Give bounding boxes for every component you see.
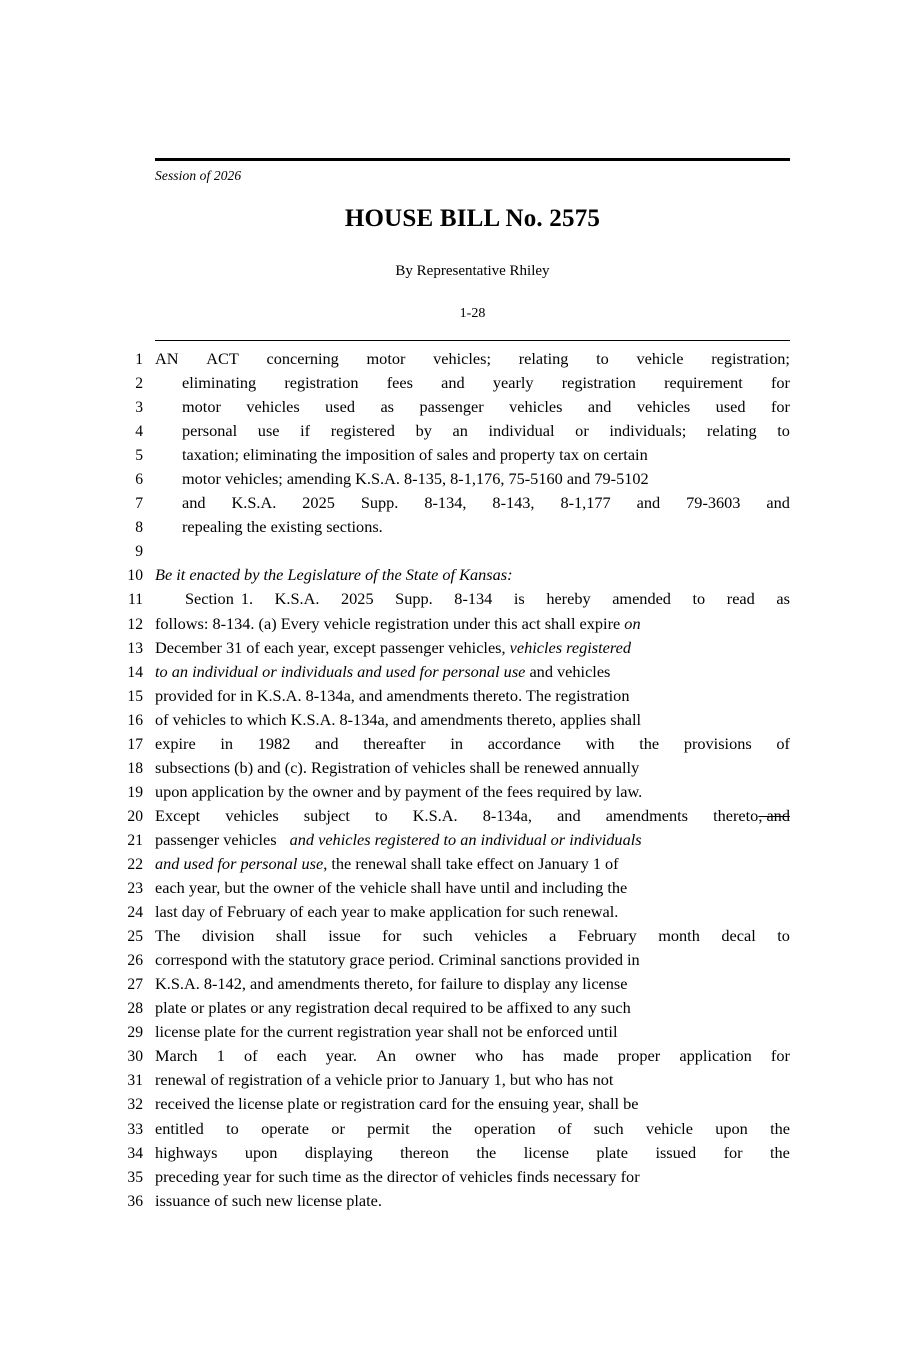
word: highways xyxy=(155,1142,218,1162)
word: The xyxy=(155,926,181,946)
bill-line xyxy=(0,444,900,468)
word: operation xyxy=(474,1118,536,1138)
word: such xyxy=(593,1118,624,1138)
line-number: 31 xyxy=(127,1072,143,1090)
bill-line xyxy=(0,613,900,637)
bill-line xyxy=(0,661,900,685)
text-run: passenger vehicles xyxy=(155,829,277,849)
line-text: last day of February of each year to make application for such renewal. xyxy=(155,902,619,922)
word: vehicles xyxy=(474,926,528,946)
word: owner xyxy=(415,1046,456,1066)
word: made xyxy=(563,1046,599,1066)
line-text: each year, but the owner of the vehicle shall have until and including the xyxy=(155,878,628,898)
bill-line xyxy=(0,997,900,1021)
word: to xyxy=(777,421,790,441)
line-number: 25 xyxy=(127,928,143,946)
line-text xyxy=(155,1045,790,1067)
word: AN xyxy=(155,349,179,368)
bill-line xyxy=(0,925,900,949)
bill-line xyxy=(0,901,900,925)
word: relating xyxy=(706,421,757,441)
word: vehicles xyxy=(225,805,279,825)
word: February xyxy=(577,926,637,946)
line-number: 4 xyxy=(135,423,143,441)
word: subject xyxy=(303,805,350,825)
line-text: correspond with the statutory grace period. Criminal sanctions provided in xyxy=(155,950,640,970)
word: registration xyxy=(561,373,636,393)
bill-line xyxy=(0,1190,900,1214)
word: registration; xyxy=(711,349,790,368)
word: upon xyxy=(244,1142,278,1162)
word: 1 xyxy=(216,1046,225,1066)
word: and xyxy=(441,373,465,393)
bill-line xyxy=(0,853,900,877)
word: shall xyxy=(275,926,307,946)
bill-line xyxy=(0,516,900,540)
line-number: 32 xyxy=(127,1096,143,1114)
bill-line xyxy=(0,540,900,564)
word: proper xyxy=(617,1046,661,1066)
word: or xyxy=(331,1118,345,1138)
text-run: December 31 of each year, except passenger vehicles, xyxy=(155,637,510,657)
word: accordance xyxy=(487,733,561,753)
line-text: K.S.A. 8-142, and amendments thereto, for failure to display any license xyxy=(155,974,628,994)
word: such xyxy=(422,926,453,946)
section-heading xyxy=(155,588,253,610)
word: Except xyxy=(155,805,201,825)
sponsor-label: By Representative Rhiley xyxy=(395,262,550,279)
word: decal xyxy=(721,926,756,946)
word: as xyxy=(380,397,394,417)
word: 1982 xyxy=(257,733,291,753)
bill-line xyxy=(0,1045,900,1069)
word: by xyxy=(415,421,432,441)
word: displaying xyxy=(304,1142,373,1162)
word: registration xyxy=(284,373,359,393)
line-number: 13 xyxy=(127,639,143,657)
word: has xyxy=(522,1046,545,1066)
masthead-top-rule xyxy=(155,158,790,161)
word: relating xyxy=(518,349,569,368)
word: license xyxy=(523,1142,569,1162)
word: March xyxy=(155,1046,198,1066)
text-run: , the renewal shall take effect on January 1 of xyxy=(323,853,619,873)
word: use xyxy=(257,421,280,441)
word: the xyxy=(476,1142,497,1162)
line-number: 10 xyxy=(127,567,143,585)
bill-line xyxy=(0,420,900,444)
word: Section xyxy=(185,589,234,609)
word: issue xyxy=(328,926,361,946)
bill-line xyxy=(0,372,900,396)
session-label: Session of 2026 xyxy=(155,168,242,183)
line-text xyxy=(155,661,790,683)
bill-line xyxy=(0,492,900,516)
line-number: 6 xyxy=(135,471,143,489)
line-number: 11 xyxy=(127,591,143,609)
line-number: 1 xyxy=(135,351,143,368)
word: division xyxy=(201,926,255,946)
line-text: preceding year for such time as the director of vehicles finds necessary for xyxy=(155,1166,640,1186)
line-text xyxy=(155,1118,790,1140)
bill-line xyxy=(0,1021,900,1045)
word: amendments xyxy=(605,805,688,825)
word: in xyxy=(450,733,463,753)
line-text xyxy=(155,925,790,947)
word: 8-1,177 xyxy=(560,493,611,513)
word: to xyxy=(375,805,388,825)
word: is xyxy=(513,589,525,609)
word: year. xyxy=(325,1046,357,1066)
bill-line xyxy=(0,1093,900,1117)
word: concerning xyxy=(266,349,339,368)
word: personal xyxy=(182,421,238,441)
word: K.S.A. xyxy=(231,493,277,513)
bill-line xyxy=(0,588,900,612)
line-text xyxy=(182,492,790,514)
word: each xyxy=(276,1046,307,1066)
line-number: 27 xyxy=(127,976,143,994)
word: for xyxy=(770,397,790,417)
bill-line xyxy=(0,468,900,492)
word: passenger xyxy=(419,397,484,417)
word: a xyxy=(549,926,557,946)
word: motor xyxy=(366,349,406,368)
line-text xyxy=(155,853,790,875)
line-number: 22 xyxy=(127,855,143,873)
inserted-text: to an individual or individuals and used for personal use xyxy=(155,661,526,681)
word: thereafter xyxy=(363,733,426,753)
word: and xyxy=(587,397,612,417)
line-text: provided for in K.S.A. 8-134a, and amendments thereto. The registration xyxy=(155,685,630,705)
word: plate xyxy=(596,1142,628,1162)
line-text xyxy=(182,420,790,442)
line-number: 24 xyxy=(127,904,143,922)
word: individuals; xyxy=(609,421,687,441)
bill-line xyxy=(0,564,900,588)
line-text: repealing the existing sections. xyxy=(182,517,383,537)
line-number: 26 xyxy=(127,952,143,970)
line-number: 18 xyxy=(127,759,143,777)
bill-line xyxy=(0,757,900,781)
line-number: 21 xyxy=(127,831,143,849)
word: yearly xyxy=(492,373,534,393)
line-text xyxy=(155,733,790,755)
line-text xyxy=(155,588,790,610)
line-text xyxy=(182,372,790,394)
word: application xyxy=(679,1046,752,1066)
page-title: HOUSE BILL No. 2575 xyxy=(344,204,601,232)
word: to xyxy=(692,589,706,609)
bill-line xyxy=(0,877,900,901)
word: ACT xyxy=(206,349,239,368)
word: 2025 xyxy=(341,589,374,609)
word: and xyxy=(636,493,661,513)
word: registered xyxy=(330,421,395,441)
line-number: 5 xyxy=(135,447,143,465)
inserted-text: and vehicles registered to an individual or individuals xyxy=(289,829,642,849)
line-number: 3 xyxy=(135,399,143,417)
line-text: taxation; eliminating the imposition of sales and property tax on certain xyxy=(182,445,648,465)
word: and xyxy=(766,493,790,513)
word: An xyxy=(376,1046,397,1066)
word: eliminating xyxy=(182,373,257,393)
word: of xyxy=(244,1046,258,1066)
line-text: license plate for the current registration year shall not be enforced until xyxy=(155,1022,618,1042)
line-number: 35 xyxy=(127,1168,143,1186)
word: and xyxy=(315,733,339,753)
bill-line xyxy=(0,1142,900,1166)
word: vehicles; xyxy=(433,349,491,368)
deleted-text-group xyxy=(713,805,790,827)
word: permit xyxy=(367,1118,410,1138)
inserted-text: vehicles registered xyxy=(509,637,631,657)
word: with xyxy=(585,733,615,753)
deleted-text: , and xyxy=(758,805,790,825)
word: vehicle xyxy=(645,1118,693,1138)
line-text xyxy=(182,396,790,418)
bill-line xyxy=(0,973,900,997)
word: 2025 xyxy=(302,493,335,513)
bill-line xyxy=(0,348,900,372)
word: 8-134 xyxy=(454,589,493,609)
word: individual xyxy=(488,421,555,441)
line-text xyxy=(155,613,790,635)
bill-line xyxy=(0,1166,900,1190)
word: motor xyxy=(182,397,221,417)
word: for xyxy=(770,373,790,393)
line-number: 23 xyxy=(127,880,143,898)
line-text: motor vehicles; amending K.S.A. 8-135, 8-1,176, 75-5160 and 79-5102 xyxy=(182,469,649,489)
line-text: upon application by the owner and by payment of the fees required by law. xyxy=(155,781,643,801)
line-number: 19 xyxy=(127,783,143,801)
line-number: 36 xyxy=(127,1192,143,1210)
bill-line xyxy=(0,709,900,733)
line-number: 34 xyxy=(127,1144,143,1162)
line-text xyxy=(155,637,790,659)
word: thereon xyxy=(400,1142,449,1162)
word: to xyxy=(226,1118,239,1138)
line-number: 9 xyxy=(135,543,143,561)
bill-line xyxy=(0,805,900,829)
word: entitled xyxy=(155,1118,204,1138)
word: hereby xyxy=(546,589,591,609)
line-text: subsections (b) and (c). Registration of vehicles shall be renewed annually xyxy=(155,757,640,777)
word: the xyxy=(770,1118,790,1138)
word: used xyxy=(325,397,355,417)
line-text: received the license plate or registration card for the ensuing year, shall be xyxy=(155,1094,639,1114)
word: operate xyxy=(261,1118,309,1138)
line-number: 29 xyxy=(127,1024,143,1042)
word: 79-3603 xyxy=(686,493,741,513)
line-number: 8 xyxy=(135,519,143,537)
text-run: follows: 8-134. (a) Every vehicle registration under this act shall expire xyxy=(155,613,625,633)
word: 8-134, xyxy=(424,493,467,513)
bill-line xyxy=(0,685,900,709)
word: if xyxy=(300,421,311,441)
bill-line xyxy=(0,733,900,757)
word: 8-134a, xyxy=(482,805,532,825)
line-number: 12 xyxy=(127,615,143,633)
line-text xyxy=(155,805,790,827)
word: vehicles xyxy=(509,397,563,417)
word: to xyxy=(596,349,609,368)
word: vehicle xyxy=(636,349,684,368)
line-text: renewal of registration of a vehicle prior to January 1, but who has not xyxy=(155,1070,614,1090)
word: as xyxy=(776,589,790,609)
inserted-text: and used for personal use xyxy=(155,853,324,873)
word: provisions xyxy=(683,733,752,753)
line-number: 2 xyxy=(135,375,143,393)
bill-line xyxy=(0,396,900,420)
word: 8-143, xyxy=(492,493,535,513)
word: and xyxy=(182,493,206,513)
word: Supp. xyxy=(395,589,433,609)
word: used xyxy=(715,397,746,417)
line-number: 16 xyxy=(127,711,143,729)
word: the xyxy=(639,733,660,753)
word: an xyxy=(452,421,468,441)
masthead xyxy=(155,158,790,322)
word: to xyxy=(777,926,790,946)
line-text xyxy=(155,829,790,851)
enacting-clause: Be it enacted by the Legislature of the State of Kansas: xyxy=(155,565,513,585)
line-number: 33 xyxy=(127,1120,143,1138)
word: in xyxy=(220,733,234,753)
line-text: of vehicles to which K.S.A. 8-134a, and amendments thereto, applies shall xyxy=(155,709,642,729)
inserted-text: on xyxy=(624,613,641,633)
word: who xyxy=(475,1046,504,1066)
word: vehicles xyxy=(246,397,300,417)
text-run: and vehicles xyxy=(525,661,611,681)
line-text: issuance of such new license plate. xyxy=(155,1190,382,1210)
date-label: 1-28 xyxy=(459,305,486,321)
bill-line xyxy=(0,1118,900,1142)
word: and xyxy=(557,805,581,825)
word: or xyxy=(575,421,589,441)
line-number: 7 xyxy=(135,495,143,513)
word: of xyxy=(776,733,790,753)
word: vehicles xyxy=(636,397,691,417)
word: for xyxy=(770,1046,790,1066)
word: the xyxy=(770,1142,790,1162)
word: for xyxy=(382,926,402,946)
word: thereto xyxy=(713,805,759,825)
line-text xyxy=(155,348,790,370)
line-number: 14 xyxy=(127,663,143,681)
word: upon xyxy=(715,1118,748,1138)
line-number: 20 xyxy=(127,807,143,825)
line-number: 30 xyxy=(127,1048,143,1066)
bill-line xyxy=(0,829,900,853)
word: read xyxy=(726,589,755,609)
line-text xyxy=(155,564,790,586)
word: month xyxy=(658,926,700,946)
word: fees xyxy=(386,373,413,393)
line-number: 17 xyxy=(127,735,143,753)
line-number: 15 xyxy=(127,687,143,705)
word: expire xyxy=(155,733,196,753)
word: amended xyxy=(612,589,671,609)
word: of xyxy=(557,1118,572,1138)
word: issued xyxy=(655,1142,697,1162)
word: Supp. xyxy=(360,493,399,513)
line-number: 28 xyxy=(127,1000,143,1018)
line-text xyxy=(155,1142,790,1164)
bill-line xyxy=(0,949,900,973)
word: K.S.A. xyxy=(274,589,320,609)
body-top-rule xyxy=(155,340,790,341)
bill-line xyxy=(0,1069,900,1093)
word: K.S.A. xyxy=(412,805,458,825)
word: requirement xyxy=(664,373,743,393)
bill-body xyxy=(0,348,900,1214)
word: 1. xyxy=(240,589,254,609)
bill-line xyxy=(0,781,900,805)
line-text: plate or plates or any registration decal required to be affixed to any such xyxy=(155,998,631,1018)
word: the xyxy=(431,1118,452,1138)
word: for xyxy=(723,1142,743,1162)
bill-line xyxy=(0,637,900,661)
